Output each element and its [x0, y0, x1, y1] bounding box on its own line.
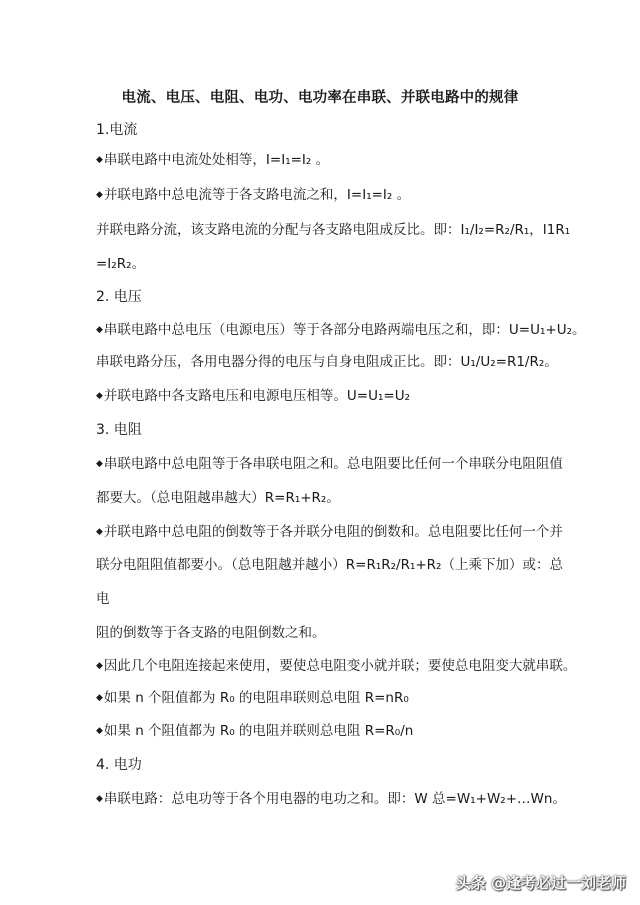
line-text: 电 [96, 591, 110, 607]
line-text: 串联电路中电流处处相等，I=I₁=I₂ 。 [103, 152, 330, 168]
bullet-paragraph [96, 387, 410, 405]
line-text: 并联电路分流，该支路电流的分配与各支路电阻成反比。即：I₁/I₂=R₂/R₁，I1R₁ [96, 222, 571, 238]
line-text: 都要大。（总电阻越串越大）R=R₁+R₂。 [96, 490, 340, 506]
bullet-paragraph [96, 186, 410, 204]
bullet-icon: ◆ [96, 190, 103, 200]
bullet-icon: ◆ [96, 391, 103, 401]
paragraph-line [96, 556, 563, 574]
line-text: 2. 电压 [96, 289, 142, 305]
bullet-paragraph [96, 455, 563, 473]
line-text: 串联电路：总电功等于各个用电器的电功之和。即：W 总=W₁+W₂+…Wn。 [103, 791, 566, 807]
line-text: 串联电路分压，各用电器分得的电压与自身电阻成正比。即：U₁/U₂=R1/R₂。 [96, 354, 558, 370]
line-text: 因此几个电阻连接起来使用，要使总电阻变小就并联；要使总电阻变大就串联。 [103, 658, 577, 674]
section-heading [96, 121, 137, 139]
section-heading [96, 421, 142, 439]
paragraph-line [96, 353, 558, 371]
bullet-icon: ◆ [96, 459, 103, 469]
bullet-paragraph [96, 657, 576, 675]
bullet-paragraph [96, 722, 413, 740]
line-text: =I₂R₂。 [96, 256, 145, 272]
bullet-icon: ◆ [96, 693, 103, 703]
paragraph-line [96, 590, 110, 608]
paragraph-line [96, 489, 340, 507]
bullet-paragraph [96, 151, 329, 169]
line-text: 联分电阻阻值都要小。（总电阻越并越小）R=R₁R₂/R₁+R₂（上乘下加）或：总 [96, 557, 563, 573]
line-text: 4. 电功 [96, 757, 142, 773]
watermark: 头条 @逢考必过一刘老师 [455, 874, 626, 892]
line-text: 3. 电阻 [96, 422, 142, 438]
bullet-icon: ◆ [96, 794, 103, 804]
bullet-paragraph [96, 321, 586, 339]
bullet-icon: ◆ [96, 155, 103, 165]
bullet-paragraph [96, 790, 566, 808]
bullet-icon: ◆ [96, 661, 103, 671]
paragraph-line [96, 624, 326, 642]
line-text: 阻的倒数等于各支路的电阻倒数之和。 [96, 625, 326, 641]
paragraph-line [96, 255, 145, 273]
line-text: 并联电路中总电流等于各支路电流之和，I=I₁=I₂ 。 [103, 187, 411, 203]
bullet-icon: ◆ [96, 726, 103, 736]
line-text: 串联电路中总电压（电源电压）等于各部分电路两端电压之和，即：U=U₁+U₂。 [103, 322, 586, 338]
section-heading [96, 288, 142, 306]
line-text: 1.电流 [96, 122, 138, 138]
line-text: 并联电路中总电阻的倒数等于各并联分电阻的倒数和。总电阻要比任何一个并 [103, 524, 563, 540]
section-heading [96, 756, 142, 774]
bullet-icon: ◆ [96, 527, 103, 537]
line-text: 如果 n 个阻值都为 R₀ 的电阻并联则总电阻 R=R₀/n [103, 723, 414, 739]
line-text: 并联电路中各支路电压和电源电压相等。U=U₁=U₂ [103, 388, 411, 404]
bullet-paragraph [96, 689, 409, 707]
line-text: 串联电路中总电阻等于各串联电阻之和。总电阻要比任何一个串联分电阻阻值 [103, 456, 563, 472]
paragraph-line [96, 221, 570, 239]
bullet-icon: ◆ [96, 325, 103, 335]
bullet-paragraph [96, 523, 563, 541]
document-title: 电流、电压、电阻、电功、电功率在串联、并联电路中的规律 [121, 90, 519, 106]
line-text: 如果 n 个阻值都为 R₀ 的电阻串联则总电阻 R=nR₀ [103, 690, 409, 706]
